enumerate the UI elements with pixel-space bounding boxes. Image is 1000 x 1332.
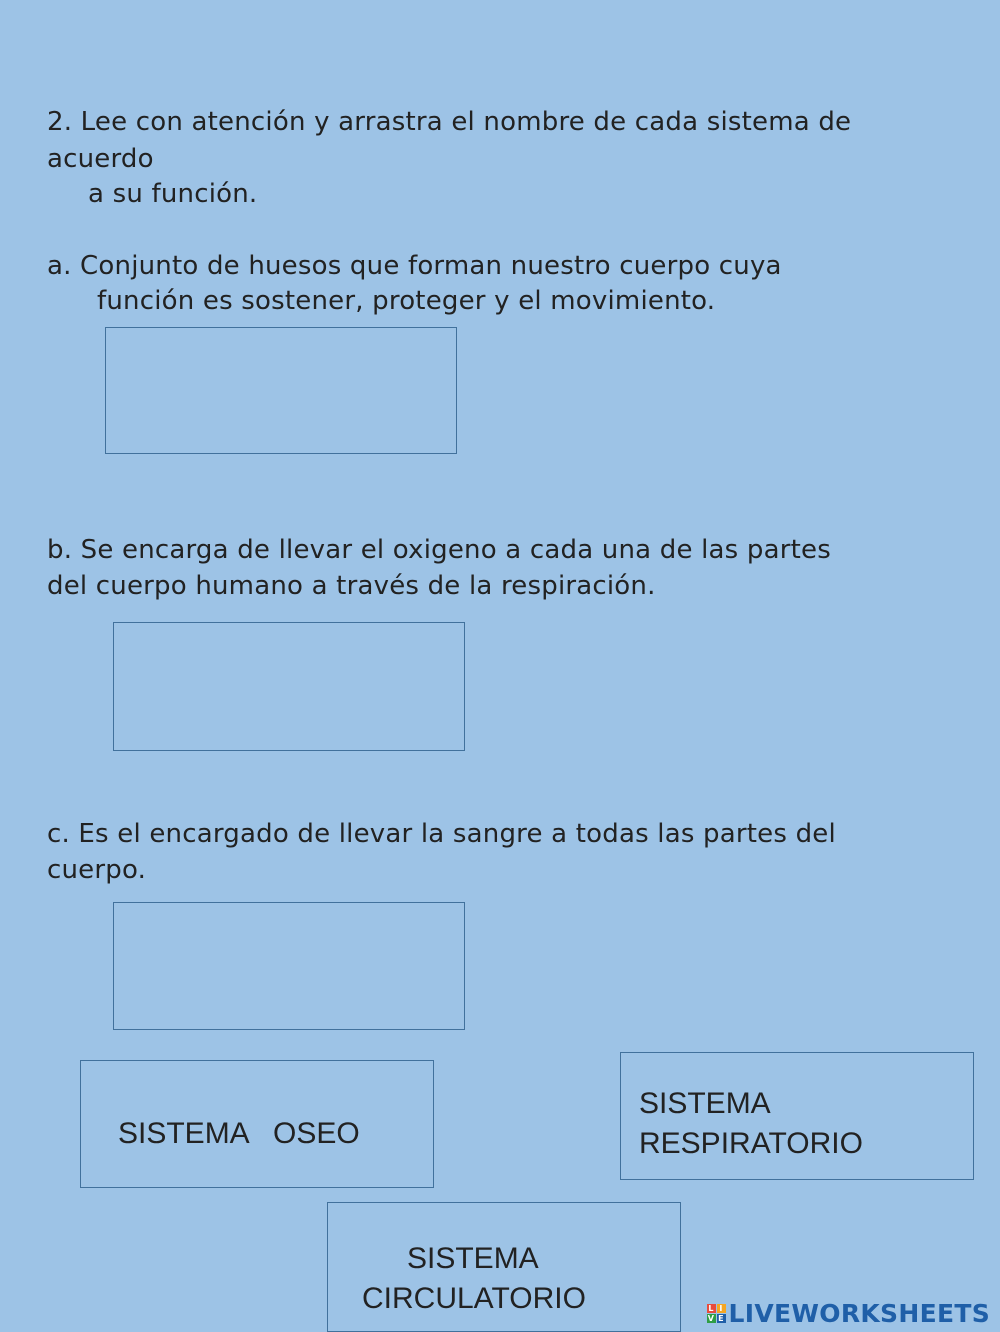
question-c-line-1: c. Es el encargado de llevar la sangre a todas las partes del <box>47 819 836 849</box>
answer-sistema-respiratorio[interactable] <box>620 1052 974 1180</box>
logo-mark-e: E <box>718 1314 724 1323</box>
logo-mark-v: V <box>707 1314 715 1323</box>
answer-respiratorio-line-2: RESPIRATORIO <box>639 1127 863 1160</box>
logo-mark-i: I <box>717 1304 726 1313</box>
answer-circulatorio-line-1: SISTEMA <box>407 1242 539 1275</box>
drop-zone-c[interactable] <box>113 902 465 1030</box>
answer-oseo-label: SISTEMA OSEO <box>118 1117 360 1150</box>
instruction-number: 2. <box>47 107 73 137</box>
question-a-line-2: función es sostener, proteger y el movimiento. <box>97 286 716 316</box>
logo-mark-l: L <box>708 1304 714 1313</box>
instruction-line-1 <box>47 104 851 140</box>
instruction-text: Lee con atención y arrastra el nombre de cada sistema de <box>72 107 852 137</box>
question-a-line-1: a. Conjunto de huesos que forman nuestro cuerpo cuya <box>47 251 782 281</box>
instruction-line-2: acuerdo <box>47 144 154 174</box>
question-b-line-1: b. Se encarga de llevar el oxigeno a cada una de las partes <box>47 535 831 565</box>
answer-circulatorio-line-2: CIRCULATORIO <box>362 1282 586 1315</box>
drop-zone-a[interactable] <box>105 327 457 454</box>
instruction-line-3: a su función. <box>88 179 258 209</box>
liveworksheets-logo <box>707 1299 990 1328</box>
liveworksheets-logo-icon <box>707 1304 726 1323</box>
question-b-line-2: del cuerpo humano a través de la respiración. <box>47 571 656 601</box>
answer-sistema-oseo[interactable] <box>80 1060 434 1188</box>
answer-sistema-circulatorio[interactable] <box>327 1202 681 1332</box>
answer-respiratorio-line-1: SISTEMA <box>639 1087 771 1120</box>
drop-zone-b[interactable] <box>113 622 465 751</box>
question-c-line-2: cuerpo. <box>47 855 147 885</box>
logo-text: LIVEWORKSHEETS <box>728 1299 990 1328</box>
